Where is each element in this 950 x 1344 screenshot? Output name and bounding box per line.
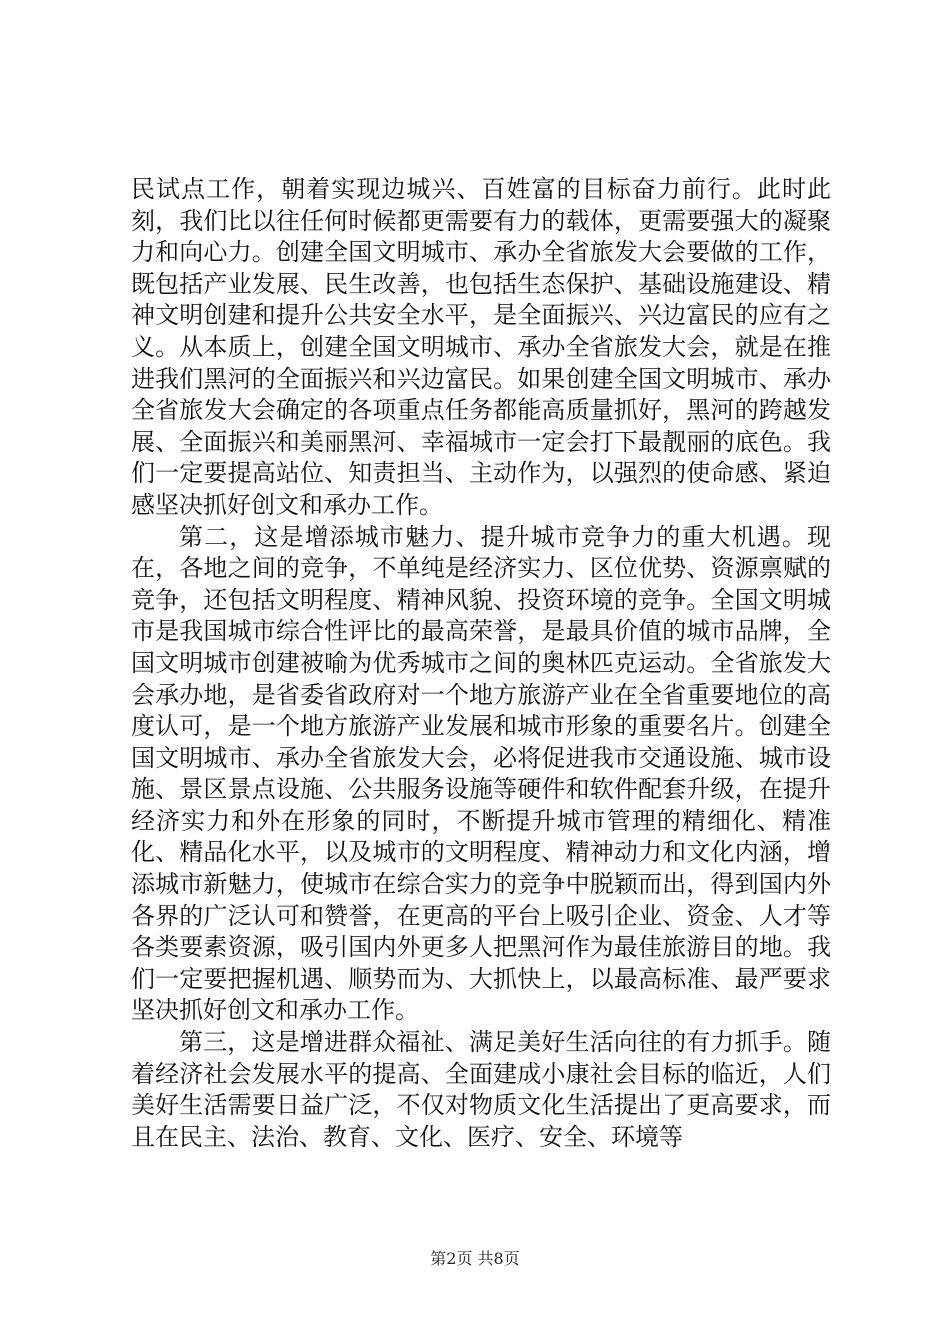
- body-text: [131, 174, 831, 1153]
- paragraph-third-point: 第三，这是增进群众福祉、满足美好生活向往的有力抓手。随着经济社会发展水平的提高、全面建成小康社会目标的临近，人们美好生活需要日益广泛，不仅对物质文化生活提出了更高要求，而且在民主、法治、教育、文化、医疗、安全、环境等: [131, 1028, 831, 1151]
- page-number-footer: 第2页 共8页: [430, 1249, 520, 1268]
- paragraph-second-point: 第二，这是增添城市魅力、提升城市竞争力的重大机遇。现在，各地之间的竞争，不单纯是经济实力、区位优势、资源禀赋的竞争，还包括文明程度、精神风貌、投资环境的竞争。全国文明城市是我国城市综合性评比的最高荣誉，是最具价值的城市品牌，全国文明城市创建被喻为优秀城市之间的奥林匹克运动。全省旅发大会承办地，是省委省政府对一个地方旅游产业在全省重要地位的高度认可，是一个地方旅游产业发展和城市形象的重要名片。创建全国文明城市、承办全省旅发大会，必将促进我市交通设施、城市设施、景区景点设施、公共服务设施等硬件和软件配套升级，在提升经济实力和外在形象的同时，不断提升城市管理的精细化、精准化、精品化水平，以及城市的文明程度、精神动力和文化内涵，增添城市新魅力，使城市在综合实力的竞争中脱颖而出，得到国内外各界的广泛认可和赞誉，在更高的平台上吸引企业、资金、人才等各类要素资源，吸引国内外更多人把黑河作为最佳旅游目的地。我们一定要把握机遇、顺势而为、大抓快上，以最高标准、最严要求坚决抓好创文和承办工作。: [131, 522, 831, 1025]
- paragraph-continuation: 民试点工作，朝着实现边城兴、百姓富的目标奋力前行。此时此刻，我们比以往任何时候都更需要有力的载体，更需要强大的凝聚力和向心力。创建全国文明城市、承办全省旅发大会要做的工作，既包括产业发展、民生改善，也包括生态保护、基础设施建设、精神文明创建和提升公共安全水平，是全面振兴、兴边富民的应有之义。从本质上，创建全国文明城市、承办全省旅发大会，就是在推进我们黑河的全面振兴和兴边富民。如果创建全国文明城市、承办全省旅发大会确定的各项重点任务都能高质量抓好，黑河的跨越发展、全面振兴和美丽黑河、幸福城市一定会打下最靓丽的底色。我们一定要提高站位、知责担当、主动作为，以强烈的使命感、紧迫感坚决抓好创文和承办工作。: [131, 175, 831, 519]
